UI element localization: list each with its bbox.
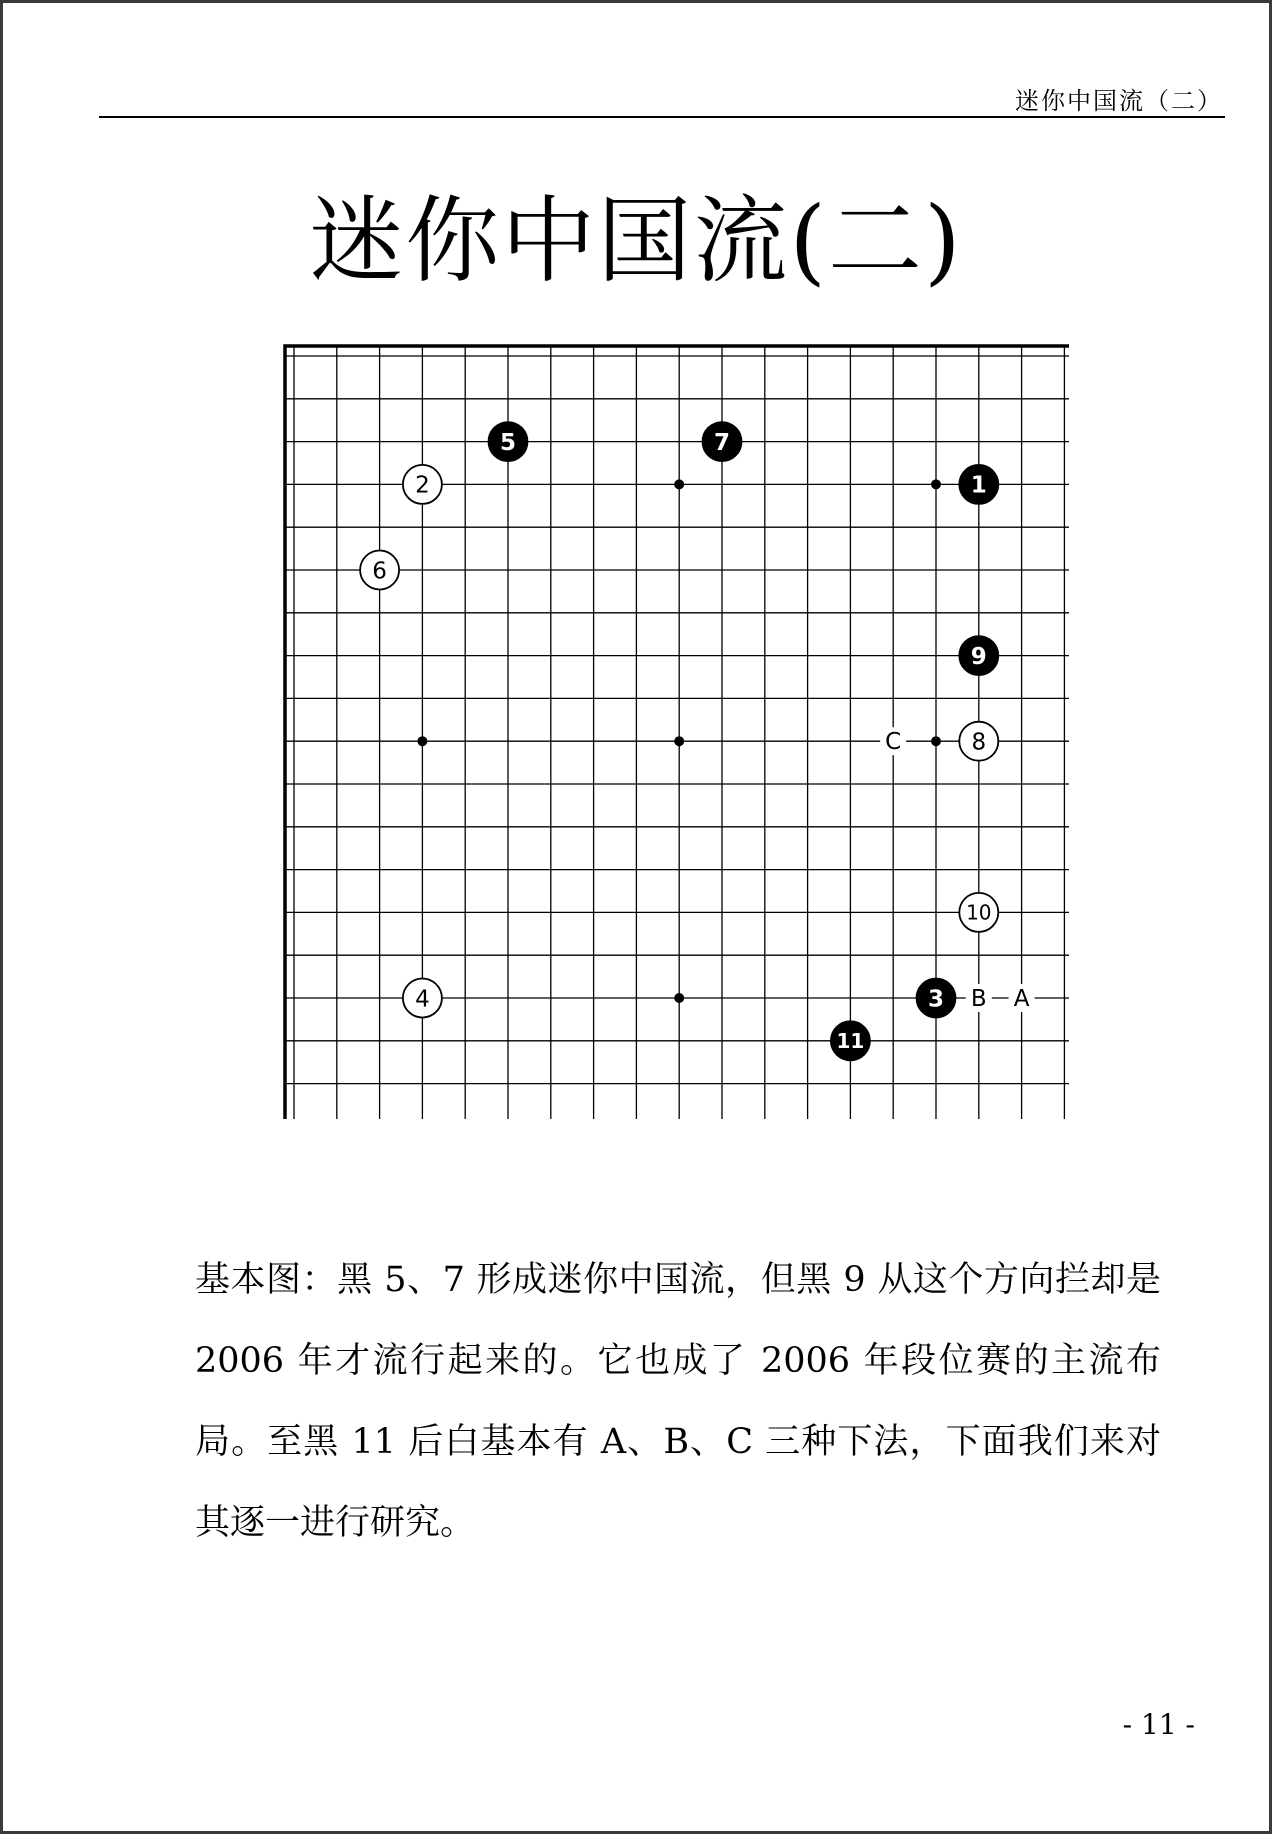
commentary-text: 基本图：黑 5、7 形成迷你中国流，但黑 9 从这个方向拦却是 2006 年才流行起来的。它也成了 2006 年段位赛的主流布局。至黑 11 后白基本有 A、B、C 三种下法，下面我们来对其逐一进行研究。 [195,1260,1161,1543]
stone-number: 4 [415,986,430,1013]
star-point [417,736,427,746]
stone-number: 9 [970,643,987,670]
header-rule [99,116,1225,118]
star-point [931,479,941,489]
stone-number: 1 [970,472,987,499]
star-point [674,479,684,489]
star-point [931,736,941,746]
stone-number: 3 [927,986,945,1013]
go-board [283,343,1069,1119]
stone-number: 5 [499,429,517,456]
page-number: - 11 - [1122,1708,1195,1741]
star-point [674,736,684,746]
move-label-b: B [970,986,987,1012]
stone-number: 8 [971,729,987,756]
move-label-a: A [1013,986,1030,1012]
stone-number: 6 [372,558,387,585]
stone-number: 7 [713,429,731,456]
stone-number: 2 [415,472,430,499]
stone-number: 11 [836,1029,865,1053]
star-point [674,993,684,1003]
running-head: 迷你中国流（二） [1015,87,1223,115]
stone-number: 10 [966,900,992,925]
go-diagram [283,343,1069,1119]
move-label-c: C [885,729,902,756]
chapter-title: 迷你中国流(二) [309,187,963,296]
